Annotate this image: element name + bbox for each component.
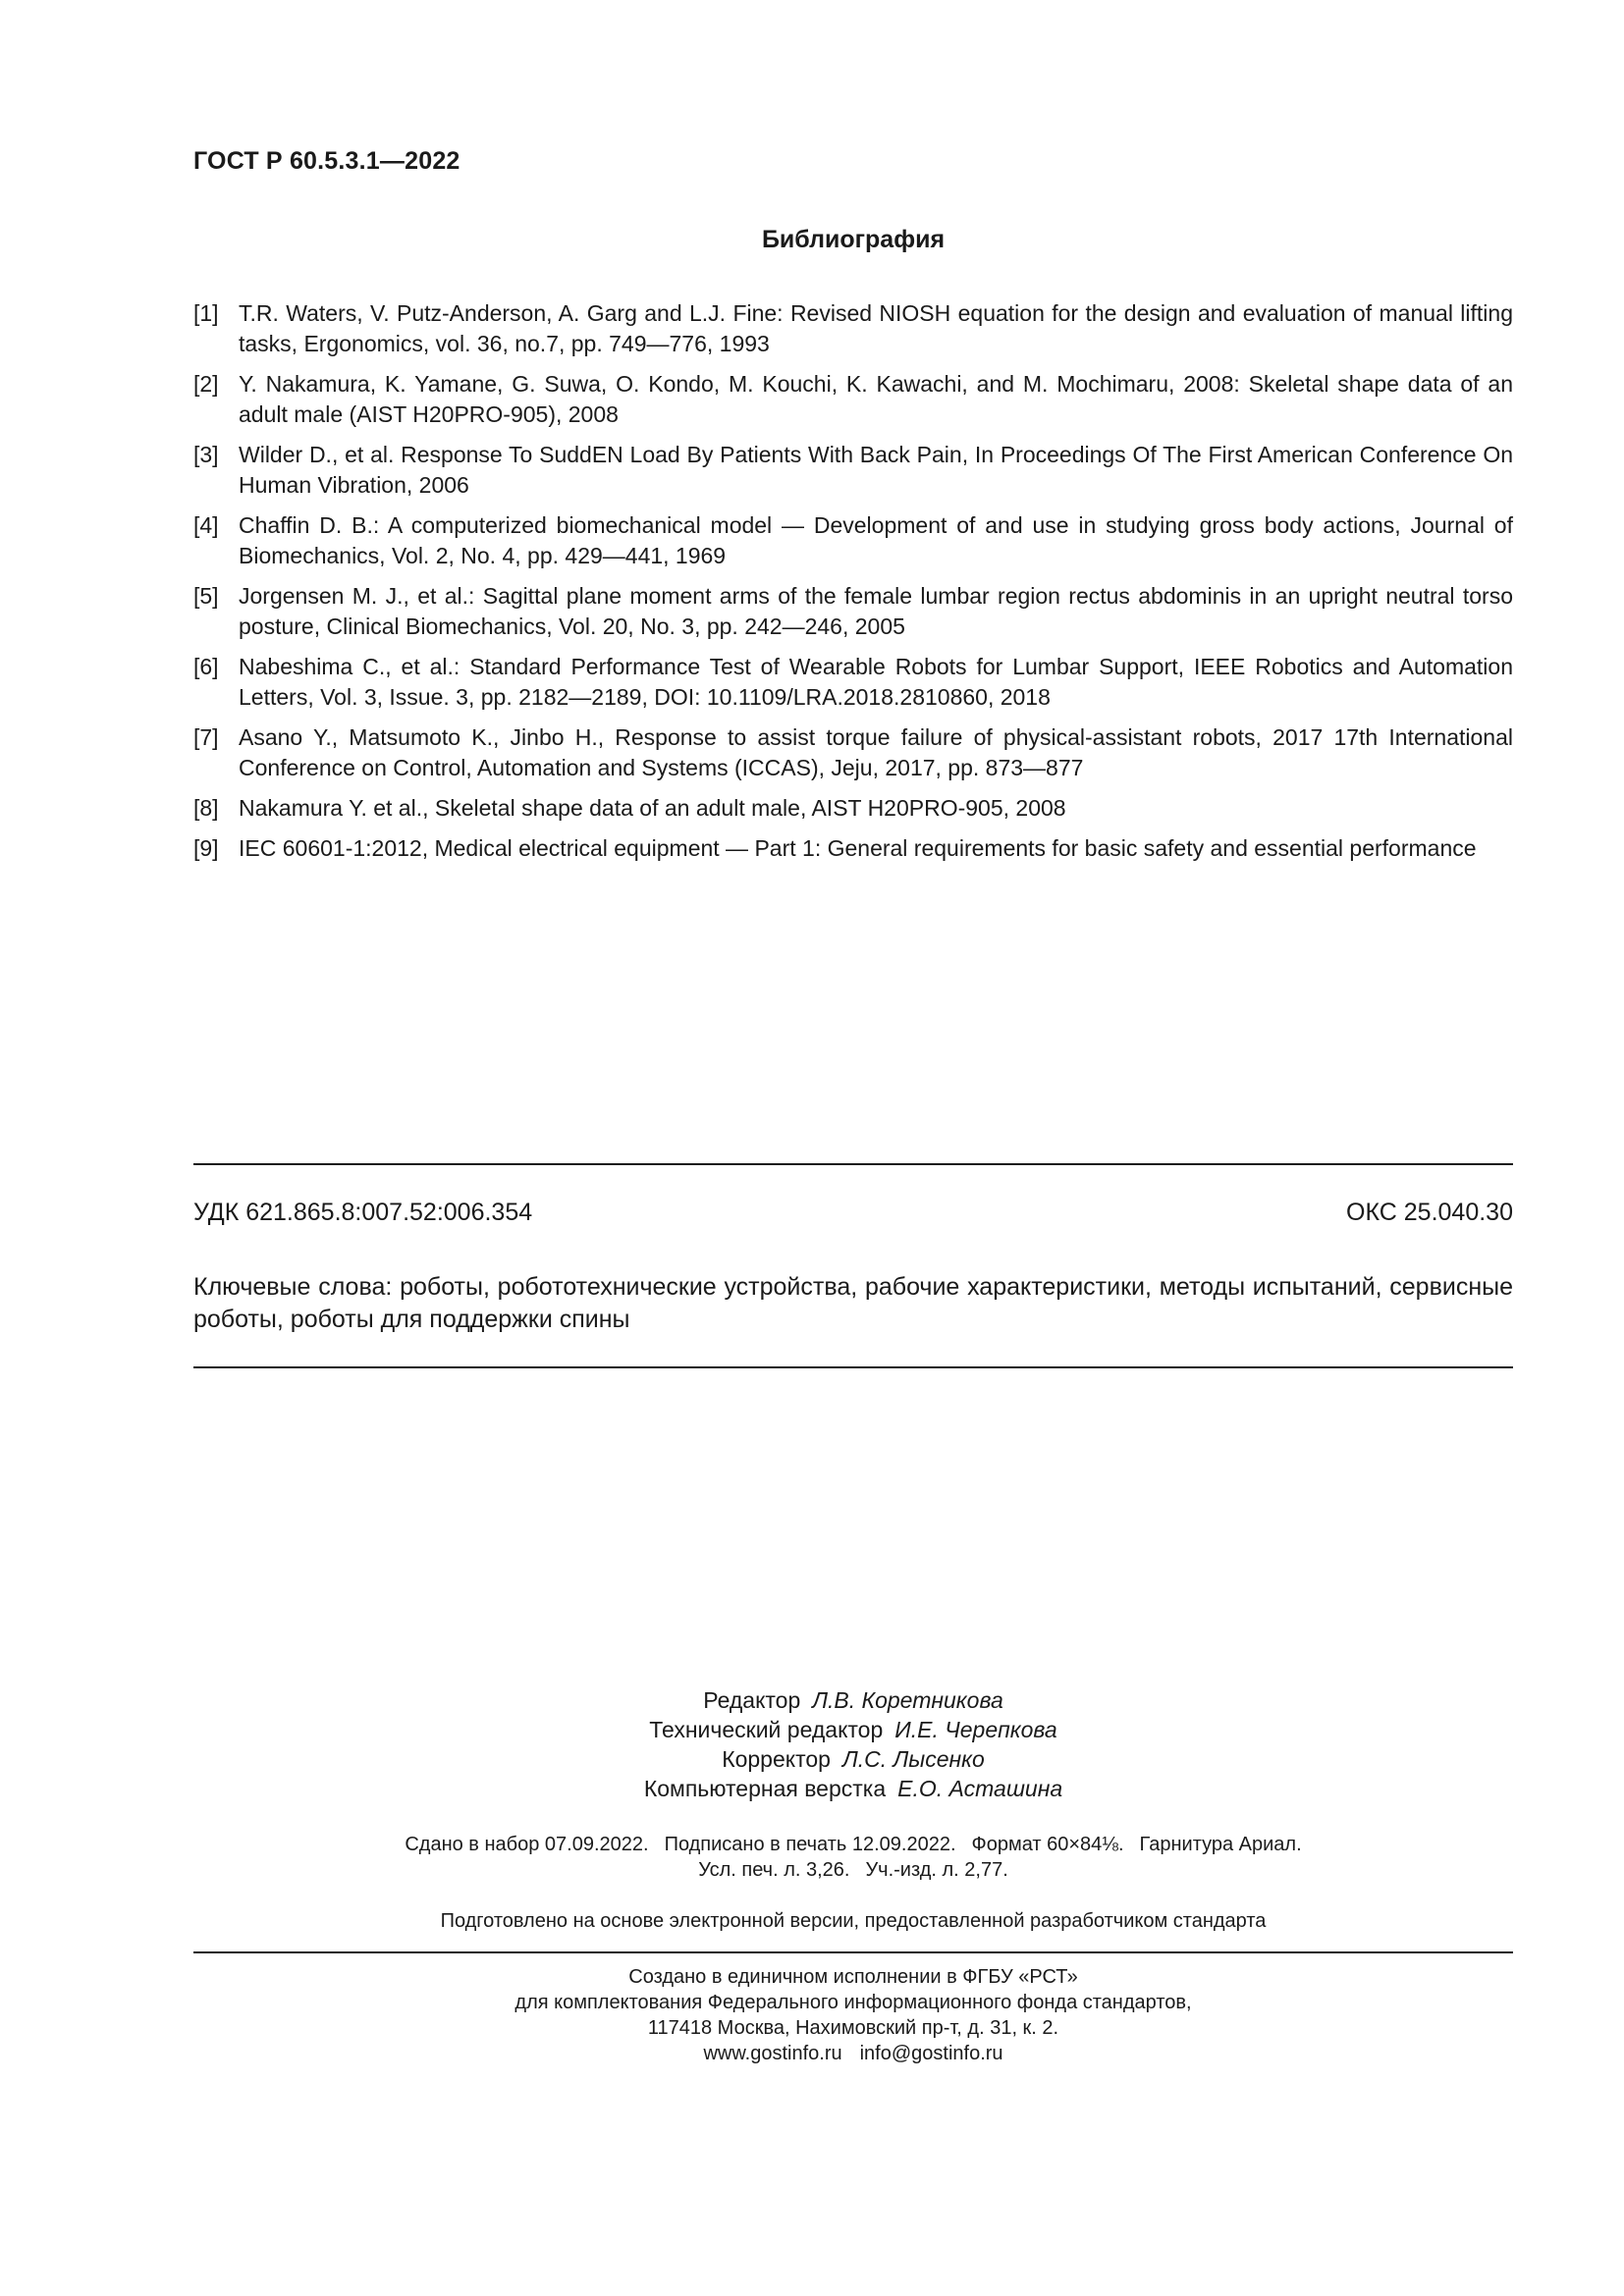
bibliography-item-number: [5]: [193, 583, 219, 609]
publisher-contacts: [193, 2041, 1513, 2066]
bibliography-item-number: [2]: [193, 371, 219, 397]
staff-role: Компьютерная верстка: [643, 1776, 887, 1801]
classification-row: [193, 1199, 1513, 1227]
keywords-paragraph: Ключевые слова: роботы, робототехнические устройства, рабочие характеристики, методы испытаний, сервисные роботы, роботы для поддержки спины: [193, 1273, 1513, 1333]
divider-bottom: [193, 1951, 1513, 1953]
print-info-line-2: [193, 1857, 1513, 1883]
staff-row: [193, 1744, 1513, 1774]
bibliography-item-number: [6]: [193, 654, 219, 679]
publisher-info: [193, 1964, 1513, 2066]
bibliography-item-number: [9]: [193, 835, 219, 861]
bibliography-item: [193, 722, 1513, 783]
staff-role: Технический редактор: [649, 1717, 884, 1742]
staff-role: Корректор: [722, 1746, 831, 1772]
staff-person: Е.О. Асташина: [897, 1776, 1063, 1801]
signed-date: Подписано в печать 12.09.2022.: [664, 1834, 956, 1855]
staff-person: Л.С. Лысенко: [841, 1746, 985, 1772]
bibliography-item-number: [1]: [193, 300, 219, 326]
bibliography-item-text: IEC 60601-1:2012, Medical electrical equipment — Part 1: General requirements for basic safety and essential performance: [239, 835, 1477, 861]
publisher-line-1: Создано в единичном исполнении в ФГБУ «РСТ»: [628, 1966, 1078, 1988]
document-code: ГОСТ Р 60.5.3.1—2022: [193, 147, 460, 175]
bibliography-item-text: Asano Y., Matsumoto K., Jinbo H., Response to assist torque failure of physical-assistant robots, 2017 17th International Conference on Control, Automation and Systems (ICCAS), Jeju, 2017, pp. 873—877: [239, 724, 1513, 780]
bibliography-item-number: [4]: [193, 512, 219, 538]
submitted-date: Сдано в набор 07.09.2022.: [405, 1834, 649, 1855]
bibliography-item-text: Chaffin D. B.: A computerized biomechanical model — Development of and use in studying gross body actions, Journal of Biomechanics, Vol. 2, No. 4, pp. 429—441, 1969: [239, 512, 1513, 568]
bibliography-item-number: [3]: [193, 442, 219, 467]
bibliography-list: [193, 298, 1513, 874]
prepared-note: Подготовлено на основе электронной версии, предоставленной разработчиком стандарта: [440, 1910, 1267, 1932]
publisher-email: info@gostinfo.ru: [859, 2043, 1003, 2064]
bibliography-title: Библиография: [761, 226, 946, 253]
divider-top: [193, 1163, 1513, 1165]
paper-format: Формат 60×84⅛.: [971, 1834, 1124, 1855]
bibliography-item-number: [7]: [193, 724, 219, 750]
divider-middle: [193, 1366, 1513, 1368]
publisher-website: www.gostinfo.ru: [703, 2043, 842, 2064]
bibliography-item-text: Nakamura Y. et al., Skeletal shape data of an adult male, AIST H20PRO-905, 2008: [239, 795, 1066, 821]
bibliography-item: [193, 510, 1513, 571]
bibliography-item: [193, 369, 1513, 430]
print-info: [193, 1832, 1513, 1883]
bibliography-item: [193, 793, 1513, 824]
typeface: Гарнитура Ариал.: [1139, 1834, 1302, 1855]
bibliography-item-text: Nabeshima C., et al.: Standard Performance Test of Wearable Robots for Lumbar Support, IEEE Robotics and Automation Letters, Vol. 3, Issue. 3, pp. 2182—2189, DOI: 10.1109/LRA.2018.2810860, 2018: [239, 654, 1513, 710]
bibliography-item: [193, 581, 1513, 642]
bibliography-item-text: T.R. Waters, V. Putz-Anderson, A. Garg and L.J. Fine: Revised NIOSH equation for the design and evaluation of manual lifting tasks, Ergonomics, vol. 36, no.7, pp. 749—776, 1993: [239, 300, 1513, 356]
bibliography-item-text: Jorgensen M. J., et al.: Sagittal plane moment arms of the female lumbar region rectus abdominis in an upright neutral torso posture, Clinical Biomechanics, Vol. 20, No. 3, pp. 242—246, 2005: [239, 583, 1513, 639]
bibliography-item-number: [8]: [193, 795, 219, 821]
staff-person: Л.В. Коретникова: [812, 1687, 1003, 1713]
bibliography-item: [193, 440, 1513, 501]
staff-role: Редактор: [703, 1687, 801, 1713]
udc-code: УДК 621.865.8:007.52:006.354: [193, 1199, 533, 1226]
staff-row: [193, 1685, 1513, 1715]
print-info-line-1: [193, 1832, 1513, 1857]
bibliography-item: [193, 298, 1513, 359]
bibliography-item: [193, 652, 1513, 713]
bibliography-item: [193, 833, 1513, 864]
bibliography-item-text: Wilder D., et al. Response To SuddEN Load By Patients With Back Pain, In Proceedings Of The First American Conference On Human Vibration, 2006: [239, 442, 1513, 498]
publishing-sheets: Уч.-изд. л. 2,77.: [865, 1859, 1008, 1881]
oks-code: ОКС 25.040.30: [1346, 1199, 1513, 1226]
staff-row: [193, 1715, 1513, 1744]
editorial-staff: [193, 1685, 1513, 1803]
print-sheets: Усл. печ. л. 3,26.: [698, 1859, 850, 1881]
staff-row: [193, 1774, 1513, 1803]
publisher-line-3: 117418 Москва, Нахимовский пр-т, д. 31, к. 2.: [647, 2017, 1059, 2039]
bibliography-item-text: Y. Nakamura, K. Yamane, G. Suwa, O. Kondo, M. Kouchi, K. Kawachi, and M. Mochimaru, 2008: Skeletal shape data of an adult male (AIST H20PRO-905), 2008: [239, 371, 1513, 427]
publisher-line-2: для комплектования Федерального информационного фонда стандартов,: [514, 1992, 1192, 2013]
staff-person: И.Е. Черепкова: [894, 1717, 1057, 1742]
